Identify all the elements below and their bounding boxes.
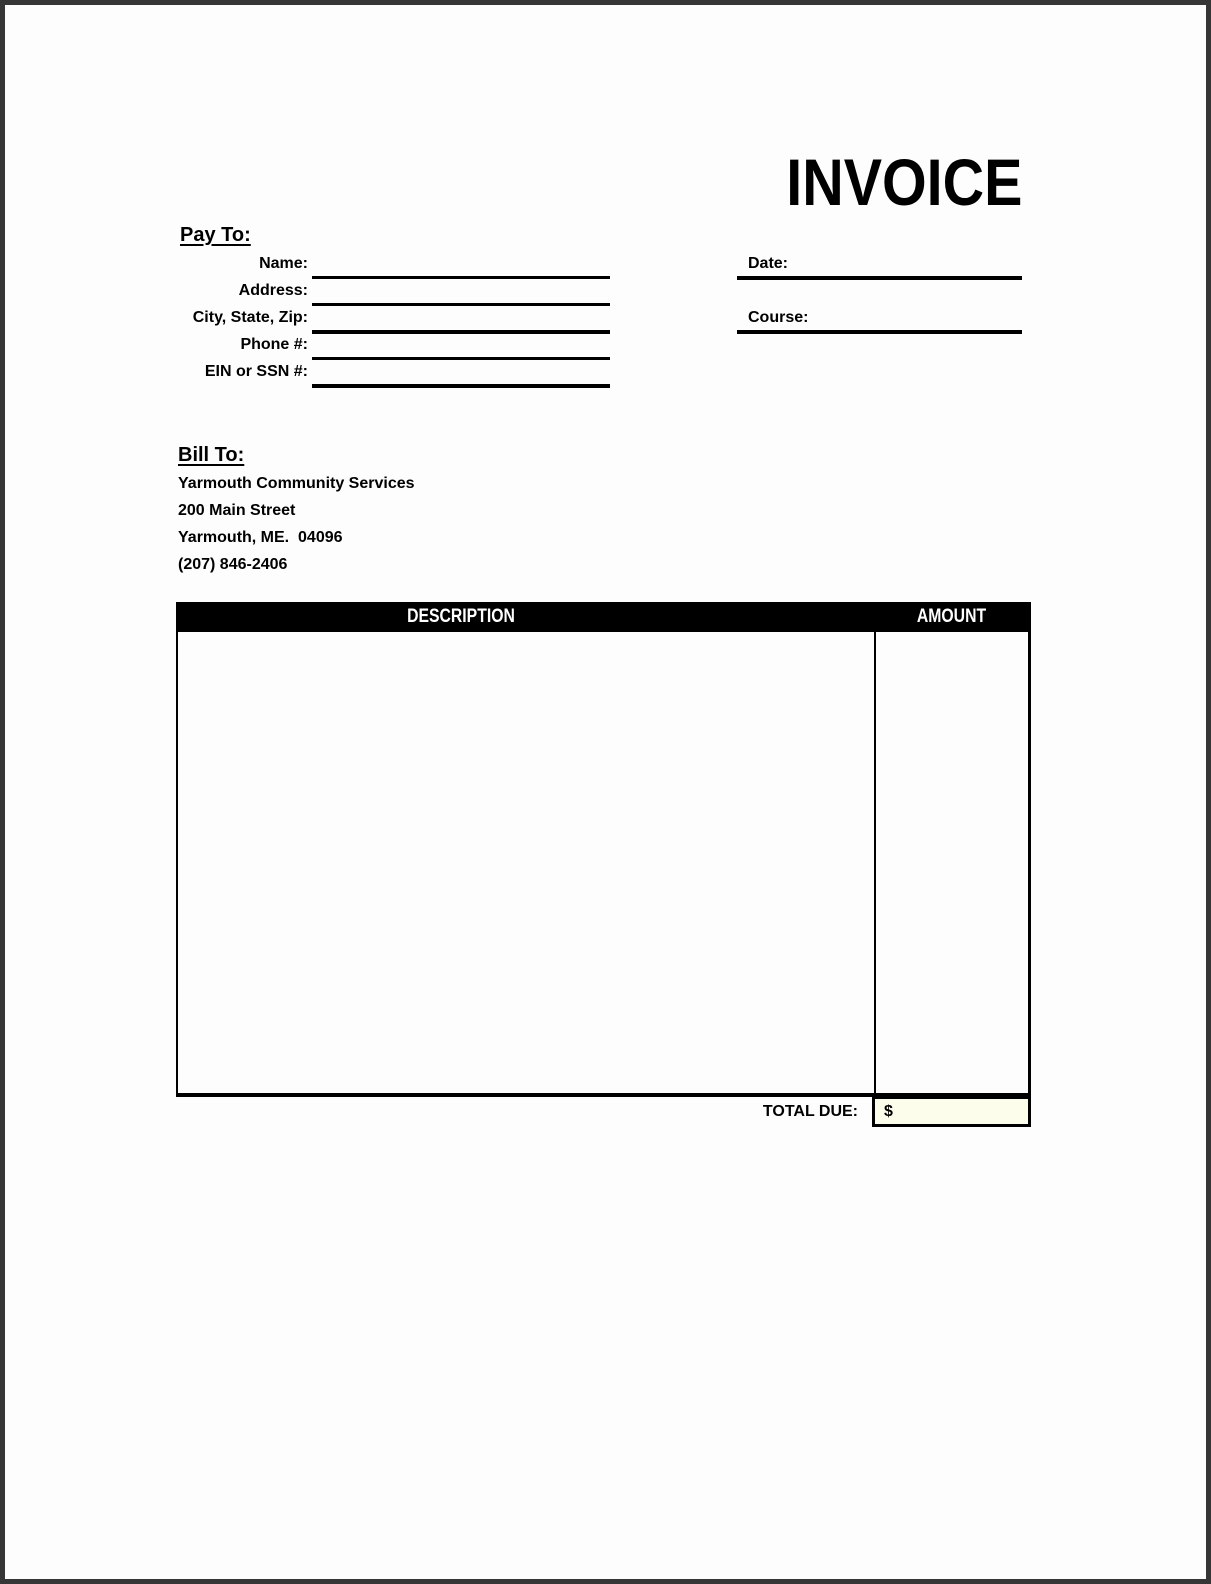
amount-column-header: AMOUNT xyxy=(916,606,987,627)
pay-to-phone-input-line[interactable] xyxy=(312,357,610,360)
table-body xyxy=(176,632,1031,1097)
pay-to-phone-label: Phone #: xyxy=(240,336,308,353)
bill-to-city-state-zip: Yarmouth, ME. 04096 xyxy=(178,529,343,546)
bill-to-street: 200 Main Street xyxy=(178,502,296,519)
invoice-title: INVOICE xyxy=(785,145,1022,219)
pay-to-ein-ssn-label: EIN or SSN #: xyxy=(204,363,308,380)
date-input-line[interactable] xyxy=(737,276,1022,280)
total-due-input-box[interactable] xyxy=(872,1096,1031,1127)
currency-symbol: $ xyxy=(884,1102,893,1120)
pay-to-name-input-line[interactable] xyxy=(312,276,610,279)
description-entry-area[interactable] xyxy=(178,632,874,1093)
bill-to-heading: Bill To: xyxy=(178,444,245,466)
date-label: Date: xyxy=(748,255,789,272)
bill-to-phone: (207) 846-2406 xyxy=(178,556,288,573)
total-due-label: TOTAL DUE: xyxy=(762,1103,858,1120)
pay-to-city-state-zip-input-line[interactable] xyxy=(312,330,610,334)
course-label: Course: xyxy=(748,309,809,326)
pay-to-ein-ssn-input-line[interactable] xyxy=(312,384,610,388)
course-input-line[interactable] xyxy=(737,330,1022,334)
pay-to-address-input-line[interactable] xyxy=(312,303,610,306)
pay-to-heading: Pay To: xyxy=(180,224,251,246)
pay-to-city-state-zip-label: City, State, Zip: xyxy=(192,309,308,326)
bill-to-company: Yarmouth Community Services xyxy=(178,475,415,492)
pay-to-address-label: Address: xyxy=(238,282,308,299)
amount-entry-area[interactable] xyxy=(876,632,1028,1093)
pay-to-name-label: Name: xyxy=(259,255,308,272)
table-header-bar xyxy=(176,602,1031,632)
description-column-header: DESCRIPTION xyxy=(407,606,515,627)
